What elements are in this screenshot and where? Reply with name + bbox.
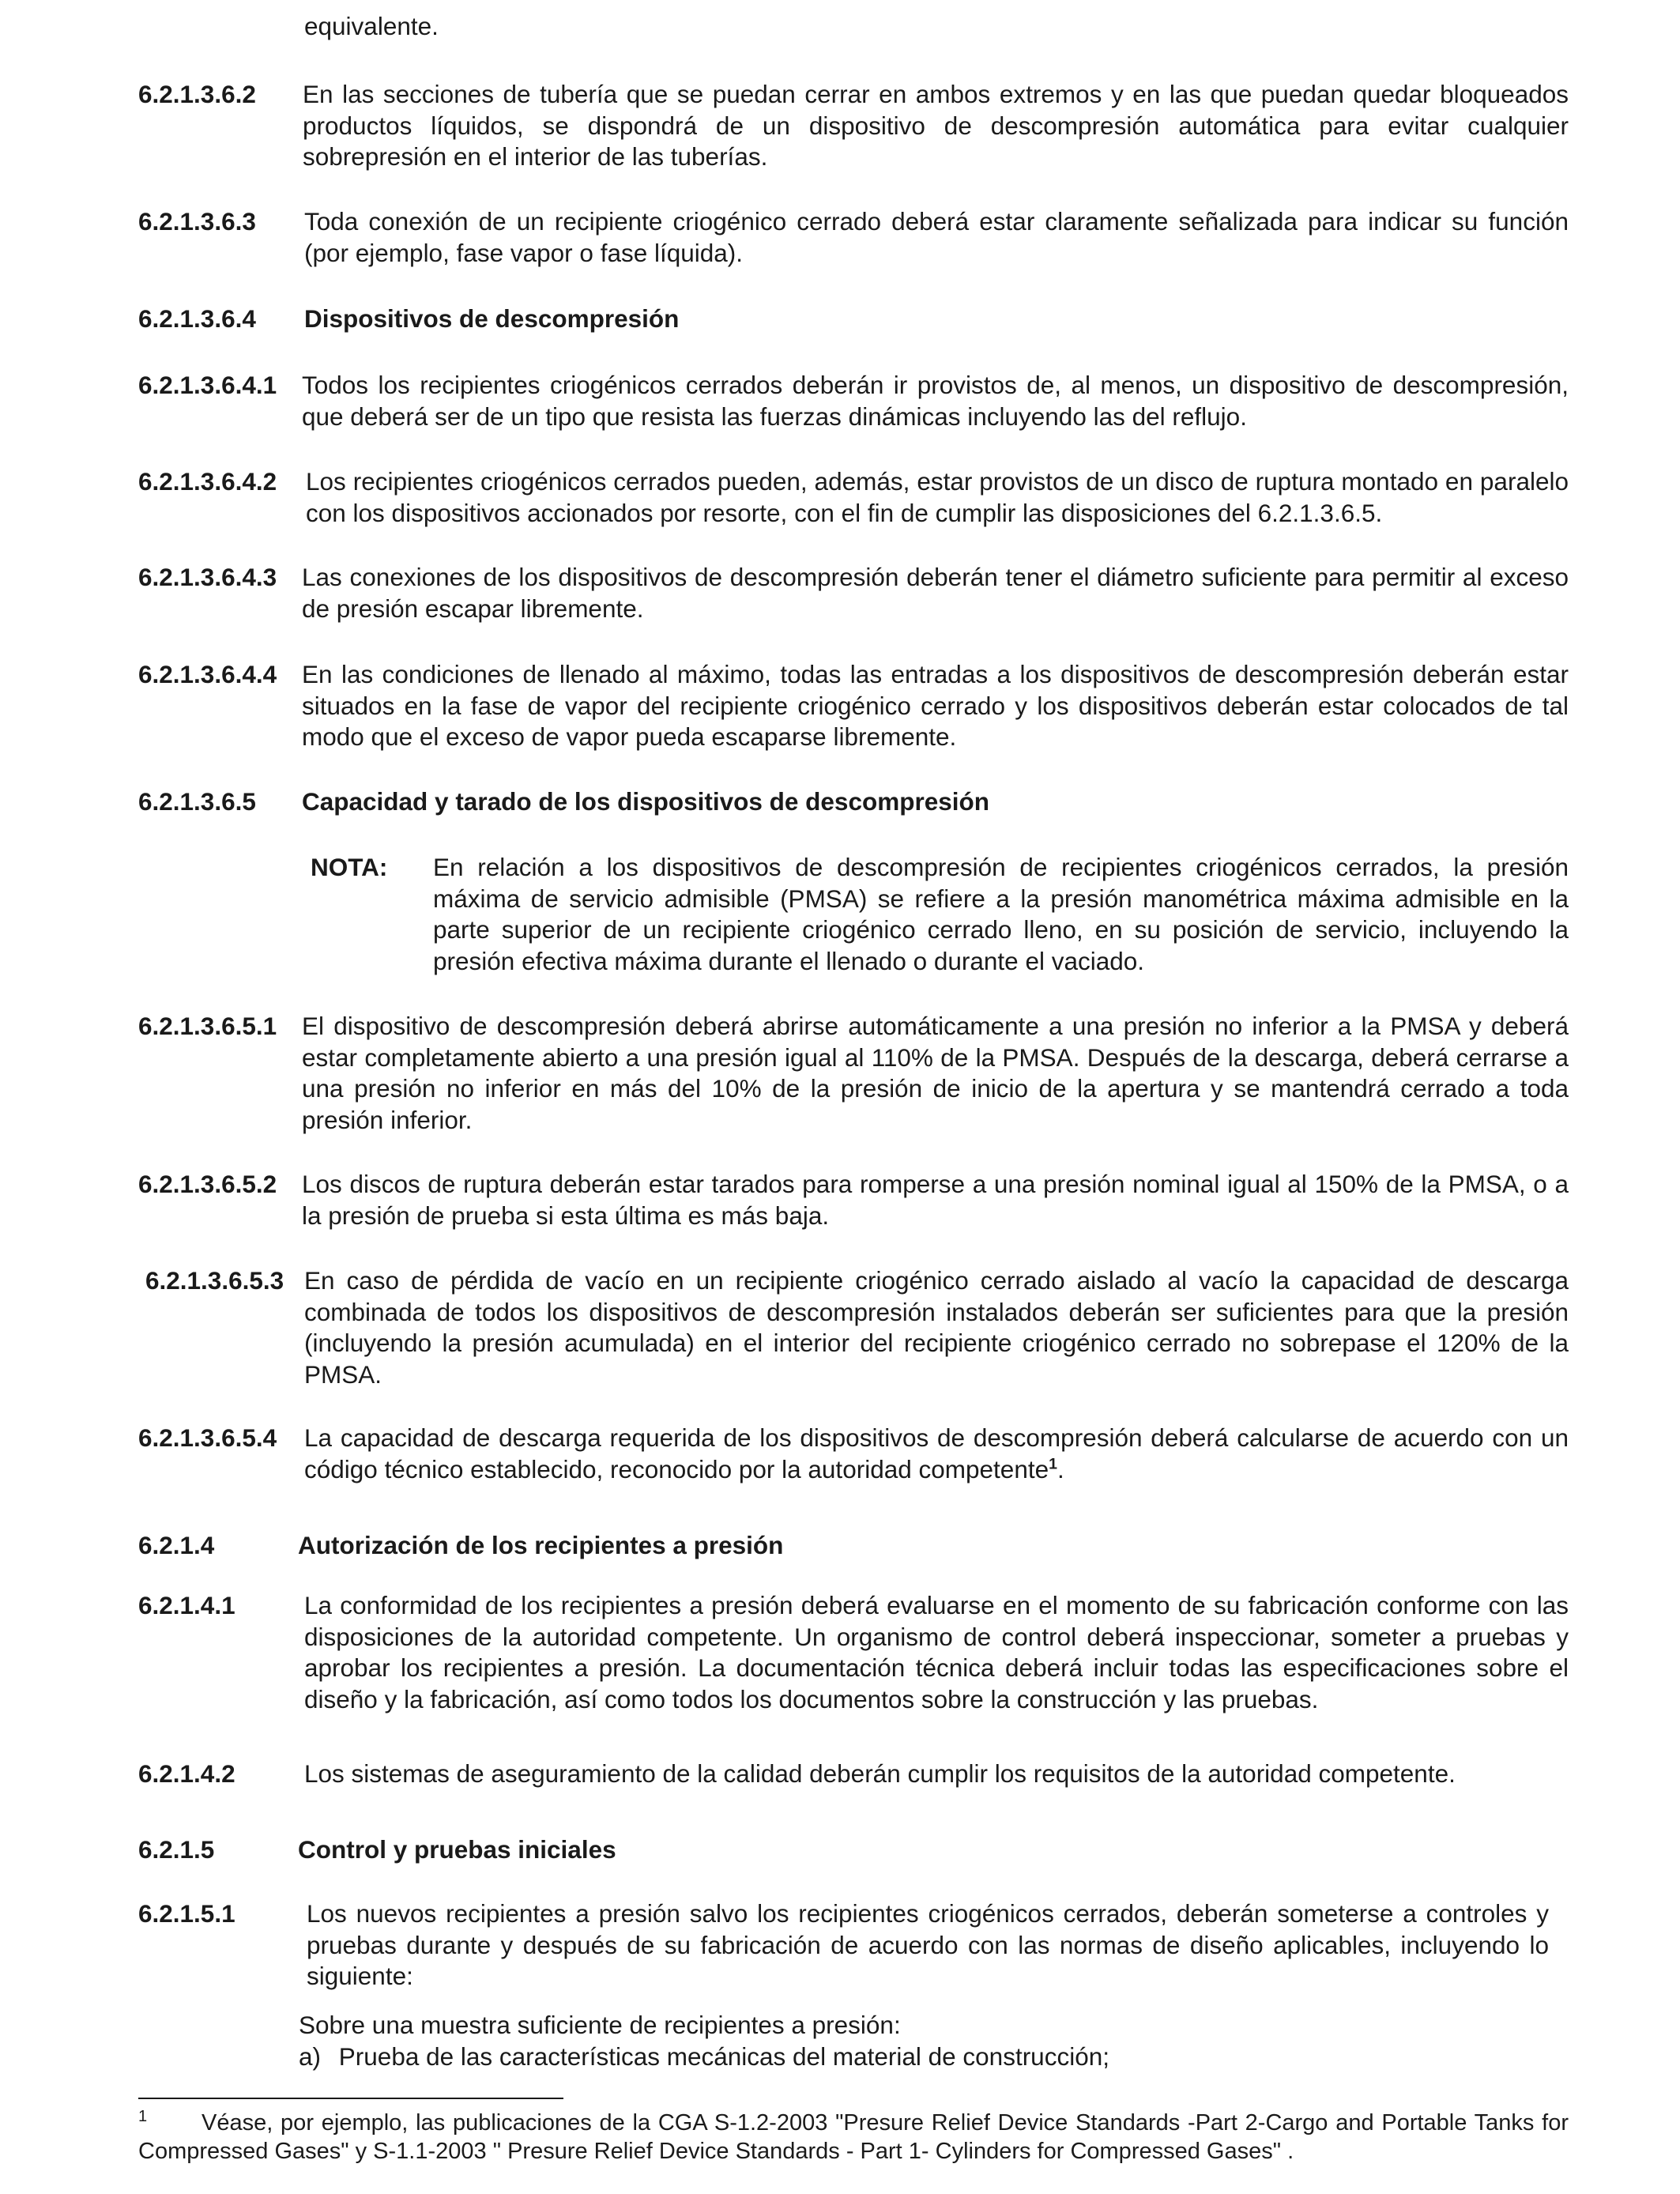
- section-text: Los sistemas de aseguramiento de la calidad deberán cumplir los requisitos de la autoridad competente.: [304, 1759, 1456, 1788]
- section-number: 6.2.1.5: [138, 1835, 215, 1864]
- section-number: 6.2.1.3.6.5.2: [138, 1170, 277, 1198]
- section-text-end: .: [1057, 1454, 1064, 1483]
- section-heading: Control y pruebas iniciales: [298, 1835, 616, 1864]
- section-text-body: La capacidad de descarga requerida de los dispositivos de descompresión deberá calcularse de acuerdo con un código técnico establecido, reconocido por la autoridad competente: [304, 1423, 1569, 1483]
- section-number: 6.2.1.3.6.4.3: [138, 563, 277, 591]
- section-number: 6.2.1.3.6.4: [138, 304, 256, 333]
- section-number: 6.2.1.3.6.4.1: [138, 371, 277, 399]
- section-heading: Capacidad y tarado de los dispositivos de descompresión: [302, 787, 989, 816]
- section-number: 6.2.1.3.6.4.4: [138, 660, 277, 688]
- section-number: 6.2.1.3.6.5.1: [138, 1012, 277, 1040]
- section-text: Toda conexión de un recipiente criogénico cerrado deberá estar claramente señalizada para indicar su función (por ejemplo, fase vapor o fase líquida).: [304, 207, 1569, 267]
- footnote-reference[interactable]: 1: [1049, 1455, 1057, 1472]
- section-number: 6.2.1.4.2: [138, 1759, 235, 1788]
- section-text: [304, 1423, 1569, 1485]
- section-text: El dispositivo de descompresión deberá abrirse automáticamente a una presión no inferior a la PMSA y deberá estar completamente abierto a una presión igual al 110% de la PMSA. Después de la descarga, deberá cerrarse a una presión no inferior en más del 10% de la presión de inicio de la apertura y se mantendrá cerrado a toda presión inferior.: [302, 1012, 1569, 1134]
- section-text: Los recipientes criogénicos cerrados pueden, además, estar provistos de un disco de ruptura montado en paralelo con los dispositivos accionados por resorte, con el fin de cumplir las disposiciones del 6.2.1.3.6.5.: [306, 467, 1569, 527]
- list-marker: a): [299, 2042, 322, 2071]
- footnote-text: Véase, por ejemplo, las publicaciones de la CGA S-1.2-2003 "Presure Relief Device Standards -Part 2-Cargo and Portable Tanks for Compressed Gases" y S-1.1-2003 " Presure Relief Device Standards - Part 1- Cylinders for Compressed Gases" .: [138, 2110, 1569, 2164]
- section-number: 6.2.1.3.6.5: [138, 787, 256, 816]
- footnote: 1 Véase, por ejemplo, las publicaciones de la CGA S-1.2-2003 "Presure Relief Device Standards -Part 2-Cargo and Portable Tanks for Compressed Gases" y S-1.1-2003 " Presure Relief Device Standards - Part 1- Cylinders for Compressed Gases" .: [138, 2108, 1569, 2164]
- section-number: 6.2.1.4.1: [138, 1591, 235, 1619]
- list-item-text: Prueba de las características mecánicas del material de construcción;: [338, 2042, 1109, 2071]
- footnote-separator: [138, 2098, 563, 2099]
- section-text: Los nuevos recipientes a presión salvo los recipientes criogénicos cerrados, deberán someterse a controles y pruebas durante y después de su fabricación de acuerdo con las normas de diseño aplicables, incluyendo lo siguiente:: [307, 1899, 1549, 1990]
- section-heading: Dispositivos de descompresión: [304, 304, 680, 333]
- section-number: 6.2.1.4: [138, 1531, 215, 1559]
- nota-text: En relación a los dispositivos de descompresión de recipientes criogénicos cerrados, la presión máxima de servicio admisible (PMSA) se refiere a la presión manométrica máxima admisible en la parte superior de un recipiente criogénico cerrado lleno, en su posición de servicio, incluyendo la presión efectiva máxima durante el llenado o durante el vaciado.: [433, 853, 1569, 975]
- section-number: 6.2.1.5.1: [138, 1899, 235, 1928]
- continuation-text: equivalente.: [304, 12, 439, 40]
- nota-label: NOTA:: [311, 853, 388, 881]
- section-text: Las conexiones de los dispositivos de descompresión deberán tener el diámetro suficiente para permitir al exceso de presión escapar libremente.: [302, 563, 1569, 623]
- section-text: Los discos de ruptura deberán estar tarados para romperse a una presión nominal igual al 150% de la PMSA, o a la presión de prueba si esta última es más baja.: [302, 1170, 1569, 1230]
- section-number: 6.2.1.3.6.3: [138, 207, 256, 236]
- sample-intro: Sobre una muestra suficiente de recipientes a presión:: [299, 2011, 901, 2039]
- section-heading: Autorización de los recipientes a presión: [298, 1531, 784, 1559]
- section-number: 6.2.1.3.6.5.4: [138, 1423, 277, 1452]
- section-number: 6.2.1.3.6.4.2: [138, 467, 277, 496]
- section-number: 6.2.1.3.6.5.3: [145, 1266, 284, 1295]
- section-text: En las secciones de tubería que se puedan cerrar en ambos extremos y en las que puedan quedar bloqueados productos líquidos, se dispondrá de un dispositivo de descompresión automática para evitar cualquier sobrepresión en el interior de las tuberías.: [303, 80, 1569, 171]
- section-text: En caso de pérdida de vacío en un recipiente criogénico cerrado aislado al vacío la capacidad de descarga combinada de todos los dispositivos de descompresión instalados deberán ser suficientes para que la presión (incluyendo la presión acumulada) en el interior del recipiente criogénico cerrado no sobrepase el 120% de la PMSA.: [304, 1266, 1569, 1389]
- section-text: En las condiciones de llenado al máximo, todas las entradas a los dispositivos de descompresión deberán estar situados en la fase de vapor del recipiente criogénico cerrado y los dispositivos deberán estar colocados de tal modo que el exceso de vapor pueda escaparse libremente.: [302, 660, 1569, 751]
- section-text: Todos los recipientes criogénicos cerrados deberán ir provistos de, al menos, un dispositivo de descompresión, que deberá ser de un tipo que resista las fuerzas dinámicas incluyendo las del reflujo.: [302, 371, 1569, 431]
- section-text: La conformidad de los recipientes a presión deberá evaluarse en el momento de su fabricación conforme con las disposiciones de la autoridad competente. Un organismo de control deberá inspeccionar, someter a pruebas y aprobar los recipientes a presión. La documentación técnica deberá incluir todas las especificaciones sobre el diseño y la fabricación, así como todos los documentos sobre la construcción y las pruebas.: [304, 1591, 1569, 1713]
- section-number: 6.2.1.3.6.2: [138, 80, 256, 108]
- list-item-a: [299, 2041, 1109, 2073]
